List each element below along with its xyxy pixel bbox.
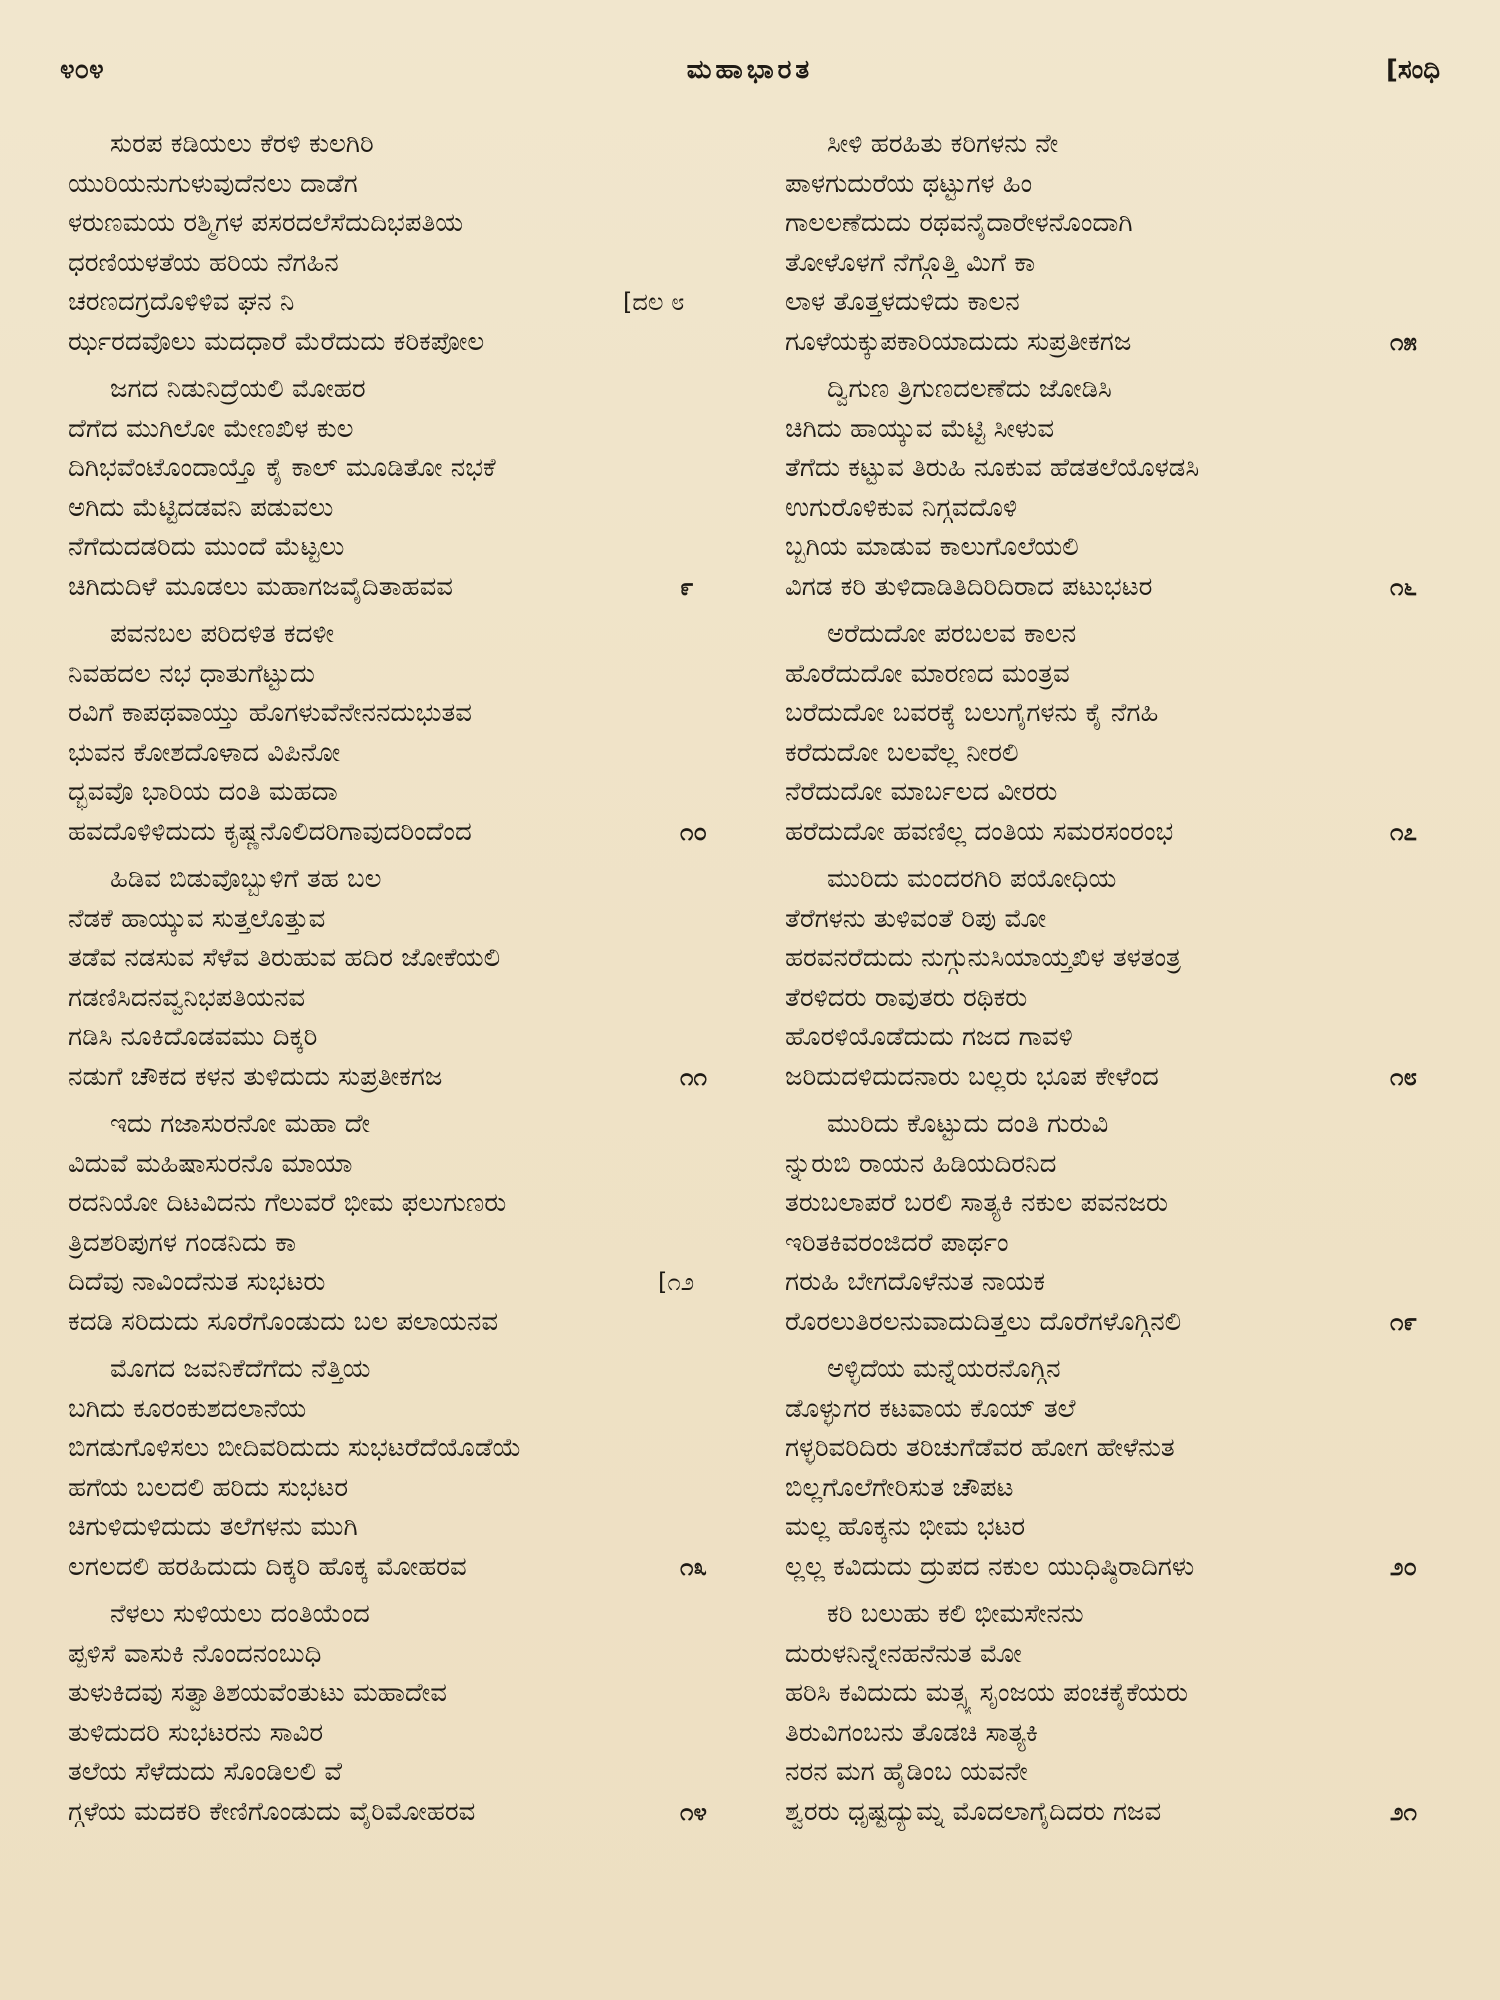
verse-line: ನೆಗೆದುದಡರಿದು ಮುಂದೆ ಮೆಟ್ಟಲು bbox=[68, 532, 345, 562]
verse-line: ಗಳ್ಳರಿವರಿದಿರು ತರಿಚುಗೆಡೆವರ ಹೋಗ ಹೇಳೆನುತ bbox=[785, 1433, 1175, 1463]
verse-line: ಜಗದ ನಿಡುನಿದ್ರೆಯಲಿ ಮೋಹರ bbox=[110, 374, 366, 404]
verse-line: ಅಗಿದು ಮೆಟ್ಟಿದಡವನಿ ಪಡುವಲು bbox=[68, 492, 334, 523]
stanza-number: ೨೧ bbox=[1390, 1797, 1417, 1826]
verse-line: ಚಿಗಿದುದಿಳೆ ಮೂಡಲು ಮಹಾಗಜವೈದಿತಾಹವವ bbox=[68, 571, 453, 602]
verse-line: ಗಡಣಿಸಿದನವ್ವನಿಭಪತಿಯನವ bbox=[68, 982, 306, 1013]
verse-line: ಹಿಡಿವ ಬಿಡುವೊಬ್ಬುಳಿಗೆ ತಹ ಬಲ bbox=[110, 864, 382, 894]
verse-line: ದುರುಳನಿನ್ನೇನಹನೆನುತ ಮೋ bbox=[785, 1638, 1022, 1669]
verse-line: ನೆಳಲು ಸುಳಿಯಲು ದಂತಿಯೆಂದ bbox=[110, 1599, 370, 1629]
verse-line: ದಿಗಿಭವೆಂಟೊಂದಾಯ್ತೊ ಕೈ ಕಾಲ್ ಮೂಡಿತೋ ನಭಕೆ bbox=[68, 453, 496, 483]
verse-line: ನೆಡಕೆ ಹಾಯ್ಕುವ ಸುತ್ತಲೊತ್ತುವ bbox=[68, 903, 326, 934]
margin-note: [೧೨ bbox=[658, 1268, 695, 1296]
stanza bbox=[68, 1350, 758, 1587]
verse-line: ಲ್ಲಲ್ಲ ಕವಿದುದು ದ್ರುಪದ ನಕುಲ ಯುಧಿಷ್ಠಿರಾದಿಗಳು bbox=[785, 1551, 1195, 1582]
stanza bbox=[785, 615, 1475, 852]
book-title: ಮಹಾಭಾರತ bbox=[686, 55, 814, 85]
verse-line: ರದನಿಯೋ ದಿಟವಿದನು ಗೆಲುವರೆ ಭೀಮ ಫಲುಗುಣರು bbox=[68, 1188, 507, 1218]
verse-line: ಹೊರಳಿಯೊಡೆದುದು ಗಜದ ಗಾವಳಿ bbox=[785, 1022, 1073, 1052]
stanza bbox=[68, 860, 758, 1097]
verse-line: ತ್ರಿದಶರಿಪುಗಳ ಗಂಡನಿದು ಕಾ bbox=[68, 1227, 297, 1258]
verse-line: ಗಡಿಸಿ ನೂಕಿದೊಡವಮು ದಿಕ್ಕರಿ bbox=[68, 1022, 318, 1052]
verse-line: ಕರೆದುದೋ ಬಲವೆಲ್ಲ ನೀರಲಿ bbox=[785, 737, 1019, 768]
verse-line: ತುಳಿದುದರಿ ಸುಭಟರನು ಸಾವಿರ bbox=[68, 1717, 324, 1748]
verse-line: ತೆಗೆದು ಕಟ್ಟುವ ತಿರುಹಿ ನೂಕುವ ಹೆಡತಲೆಯೊಳಡಸಿ bbox=[785, 453, 1200, 483]
verse-line: ಭುವನ ಕೋಶದೊಳಾದ ವಿಪಿನೋ bbox=[68, 737, 341, 768]
verse-line: ಕರಿ ಬಲುಹು ಕಲಿ ಭೀಮಸೇನನು bbox=[827, 1599, 1084, 1629]
stanza bbox=[785, 125, 1475, 362]
verse-line: ದೆಗೆದ ಮುಗಿಲೋ ಮೇಣಖಿಳ ಕುಲ bbox=[68, 413, 354, 444]
verse-line: ಗಾಲಲಣೆದುದು ರಥವನೈದಾರೇಳನೊಂದಾಗಿ bbox=[785, 208, 1133, 238]
verse-line: ತೆರೆಗಳನು ತುಳಿವಂತೆ ರಿಪು ಮೋ bbox=[785, 903, 1047, 934]
verse-line: ಹವದೊಳಿಳಿದುದು ಕೃಷ್ಣನೊಲಿದರಿಗಾವುದರಿಂದೆಂದ bbox=[68, 816, 472, 847]
stanza bbox=[68, 125, 758, 362]
stanza bbox=[68, 1105, 758, 1342]
verse-line: ಹರೆದುದೋ ಹವಣಿಲ್ಲ ದಂತಿಯ ಸಮರಸಂರಂಭ bbox=[785, 816, 1174, 847]
page-header bbox=[60, 55, 1440, 95]
verse-line: ಗರುಹಿ ಬೇಗದೊಳೆನುತ ನಾಯಕ bbox=[785, 1267, 1046, 1297]
stanza-number: ೧೯ bbox=[1390, 1307, 1417, 1336]
verse-line: ಲಾಳ ತೊತ್ತಳದುಳಿದು ಕಾಲನ bbox=[785, 287, 1020, 317]
verse-line: ಇದು ಗಜಾಸುರನೋ ಮಹಾ ದೇ bbox=[110, 1109, 371, 1139]
section-label: [ಸಂಧಿ bbox=[1385, 55, 1440, 85]
verse-line: ಚಿಗಿದು ಹಾಯ್ಕುವ ಮೆಟ್ಟಿ ಸೀಳುವ bbox=[785, 413, 1055, 444]
verse-line: ಹರಿಸಿ ಕವಿದುದು ಮತ್ಸ್ಯ ಸೃಂಜಯ ಪಂಚಕೈಕೆಯರು bbox=[785, 1678, 1188, 1708]
verse-line: ಶ್ವರರು ಧೃಷ್ಟದ್ಯುಮ್ನ ಮೊದಲಾಗೈದಿದರು ಗಜವ bbox=[785, 1796, 1162, 1827]
verse-line: ಉಗುರೊಳಿಕುವ ನಿಗ್ಗವದೊಳಿ bbox=[785, 492, 1018, 523]
verse-line: ತಿರುವಿಗಂಬನು ತೊಡಚಿ ಸಾತ್ಯಕಿ bbox=[785, 1717, 1038, 1748]
left-column bbox=[68, 125, 758, 1840]
stanza bbox=[785, 1595, 1475, 1832]
verse-line: ಬಿಲ್ಲಗೊಲೆಗೇರಿಸುತ ಚೌಪಟ bbox=[785, 1472, 1014, 1503]
stanza bbox=[785, 1105, 1475, 1342]
stanza bbox=[785, 1350, 1475, 1587]
verse-line: ತೋಳೊಳಗೆ ನೆಗ್ಗೊತ್ತಿ ಮಿಗೆ ಕಾ bbox=[785, 247, 1036, 278]
stanza-number: ೨೦ bbox=[1390, 1552, 1417, 1581]
verse-line: ಪಾಳಗುದುರೆಯ ಥಟ್ಟುಗಳ ಹಿಂ bbox=[785, 168, 1033, 199]
verse-line: ಚರಣದಗ್ರದೊಳಿಳಿವ ಘನ ನಿ bbox=[68, 287, 295, 317]
verse-line: ಯುರಿಯನುಗುಳುವುದೆನಲು ದಾಡೆಗ bbox=[68, 168, 358, 199]
verse-line: ಬಿಗಡುಗೊಳಿಸಲು ಬೀದಿವರಿದುದು ಸುಭಟರೆದೆಯೊಡೆಯೆ bbox=[68, 1433, 522, 1463]
verse-line: ದ್ವಿಗುಣ ತ್ರಿಗುಣದಲಣೆದು ಜೋಡಿಸಿ bbox=[827, 374, 1112, 404]
verse-line: ದಿದೆವು ನಾವಿಂದೆನುತ ಸುಭಟರು bbox=[68, 1267, 326, 1297]
stanza-number: ೧೦ bbox=[680, 817, 707, 846]
verse-line: ನಿವಹದಲ ನಭ ಧಾತುಗೆಟ್ಟುದು bbox=[68, 658, 315, 689]
verse-line: ಬಗಿದು ಕೂರಂಕುಶದಲಾನೆಯ bbox=[68, 1393, 307, 1424]
page-number: ೪೦೪ bbox=[60, 55, 104, 85]
verse-line: ಅರೆದುದೋ ಪರಬಲವ ಕಾಲನ bbox=[827, 619, 1077, 649]
verse-line: ನೆರೆದುದೋ ಮಾರ್ಬಲದ ವೀರರು bbox=[785, 777, 1058, 807]
verse-line: ಗ್ಗಳೆಯ ಮದಕರಿ ಕೇಣಿಗೊಂಡುದು ವೈರಿಮೋಹರವ bbox=[68, 1796, 476, 1827]
verse-line: ಮೊಗದ ಜವನಿಕೆದೆಗೆದು ನೆತ್ತಿಯ bbox=[110, 1354, 371, 1384]
verse-line: ಜರಿದುದಳಿದುದನಾರು ಬಲ್ಲರು ಭೂಪ ಕೇಳೆಂದ bbox=[785, 1061, 1159, 1092]
verse-line: ಧರಣಿಯಳತೆಯ ಹರಿಯ ನೆಗಹಿನ bbox=[68, 247, 339, 278]
stanza-number: ೧೫ bbox=[1390, 327, 1417, 356]
verse-line: ತರುಬಲಾಪರೆ ಬರಲಿ ಸಾತ್ಯಕಿ ನಕುಲ ಪವನಜರು bbox=[785, 1188, 1168, 1218]
verse-line: ಡೊಳ್ಳುಗರ ಕಟವಾಯ ಕೊಯ್ ತಲೆ bbox=[785, 1393, 1076, 1424]
verse-line: ಸುರಪ ಕಡಿಯಲು ಕೆರಳಿ ಕುಲಗಿರಿ bbox=[110, 129, 374, 159]
verse-line: ರ್ಝರದವೊಲು ಮದಧಾರೆ ಮೆರೆದುದು ಕರಿಕಪೋಲ bbox=[68, 326, 485, 357]
verse-line: ಚಿಗುಳಿದುಳಿದುದು ತಲೆಗಳನು ಮುಗಿ bbox=[68, 1512, 358, 1542]
right-column bbox=[785, 125, 1475, 1840]
stanza-number: ೧೮ bbox=[1390, 1062, 1417, 1091]
stanza bbox=[68, 615, 758, 852]
verse-line: ರೊರಲುತಿರಲನುವಾದುದಿತ್ತಲು ದೊರೆಗಳೊಗ್ಗಿನಲಿ bbox=[785, 1306, 1182, 1337]
verse-line: ಲಗಲದಲಿ ಹರಹಿದುದು ದಿಕ್ಕರಿ ಹೊಕ್ಕ ಮೋಹರವ bbox=[68, 1551, 467, 1582]
verse-line: ರವಿಗೆ ಕಾಪಥವಾಯ್ತು ಹೊಗಳುವೆನೇನನದುಭುತವ bbox=[68, 698, 472, 728]
verse-line: ಗೂಳೆಯಕ್ಕುಪಕಾರಿಯಾದುದು ಸುಪ್ರತೀಕಗಜ bbox=[785, 326, 1132, 357]
verse-line: ಪವನಬಲ ಪರಿದಳಿತ ಕದಳೀ bbox=[110, 619, 335, 649]
verse-line: ನ್ನುರುಬಿ ರಾಯನ ಹಿಡಿಯದಿರನಿದ bbox=[785, 1148, 1057, 1179]
verse-line: ಅಳ್ಳಿದೆಯ ಮನ್ನೆಯರನೊಗ್ಗಿನ bbox=[827, 1354, 1061, 1384]
verse-line: ನಡುಗೆ ಚೌಕದ ಕಳನ ತುಳಿದುದು ಸುಪ್ರತೀಕಗಜ bbox=[68, 1061, 443, 1092]
verse-line: ಇರಿತಕಿವರಂಜಿದರೆ ಪಾರ್ಥಂ bbox=[785, 1227, 1009, 1258]
verse-line: ಪ್ಪಳಿಸೆ ವಾಸುಕಿ ನೊಂದನಂಬುಧಿ bbox=[68, 1638, 322, 1669]
stanza-number: ೯ bbox=[680, 572, 694, 601]
verse-line: ಮುರಿದು ಮಂದರಗಿರಿ ಪಯೋಧಿಯ bbox=[827, 864, 1117, 894]
stanza bbox=[785, 370, 1475, 607]
stanza bbox=[68, 370, 758, 607]
verse-line: ತಡೆವ ನಡಸುವ ಸೆಳೆವ ತಿರುಹುವ ಹದಿರ ಜೋಕೆಯಲಿ bbox=[68, 943, 501, 973]
verse-line: ಮಲ್ಲ ಹೊಕ್ಕನು ಭೀಮ ಭಟರ bbox=[785, 1512, 1026, 1542]
verse-line: ಮುರಿದು ಕೊಟ್ಟುದು ದಂತಿ ಗುರುವಿ bbox=[827, 1109, 1109, 1139]
verse-line: ತುಳುಕಿದವು ಸತ್ವಾತಿಶಯವೆಂತುಟು ಮಹಾದೇವ bbox=[68, 1678, 447, 1708]
verse-line: ಬರೆದುದೋ ಬವರಕ್ಕೆ ಬಲುಗೈಗಳನು ಕೈ ನೆಗಹಿ bbox=[785, 698, 1159, 728]
verse-line: ಬ್ಬಗಿಯ ಮಾಡುವ ಕಾಲುಗೊಲೆಯಲಿ bbox=[785, 532, 1079, 562]
stanza bbox=[68, 1595, 758, 1832]
verse-line: ಳರುಣಮಯ ರಶ್ಮಿಗಳ ಪಸರದಲೆಸೆದುದಿಭಪತಿಯ bbox=[68, 208, 464, 238]
stanza-number: ೧೧ bbox=[680, 1062, 707, 1091]
stanza bbox=[785, 860, 1475, 1097]
verse-line: ಸೀಳಿ ಹರಹಿತು ಕರಿಗಳನು ನೇ bbox=[827, 129, 1059, 159]
margin-note: [ದಲ ೮ bbox=[623, 288, 685, 316]
verse-line: ನರನ ಮಗ ಹೈಡಿಂಬ ಯವನೇ bbox=[785, 1757, 1028, 1787]
verse-line: ವಿದುವೆ ಮಹಿಷಾಸುರನೊ ಮಾಯಾ bbox=[68, 1148, 353, 1179]
stanza-number: ೧೭ bbox=[1390, 817, 1417, 846]
stanza-number: ೧೬ bbox=[1390, 572, 1417, 601]
stanza-number: ೧೩ bbox=[680, 1552, 707, 1581]
verse-line: ಹರವನರೆದುದು ನುಗ್ಗುನುಸಿಯಾಯ್ತಖಿಳ ತಳತಂತ್ರ bbox=[785, 943, 1181, 973]
verse-line: ದ್ಭವವೊ ಭಾರಿಯ ದಂತಿ ಮಹದಾ bbox=[68, 777, 338, 807]
verse-line: ವಿಗಡ ಕರಿ ತುಳಿದಾಡಿತಿದಿರಿದಿರಾದ ಪಟುಭಟರ bbox=[785, 571, 1153, 602]
verse-line: ತಲೆಯ ಸೆಳೆದುದು ಸೊಂಡಿಲಲಿ ವೆ bbox=[68, 1757, 343, 1787]
verse-line: ಹಗೆಯ ಬಲದಲಿ ಹರಿದು ಸುಭಟರ bbox=[68, 1472, 349, 1503]
stanza-number: ೧೪ bbox=[680, 1797, 707, 1826]
verse-line: ಕದಡಿ ಸರಿದುದು ಸೂರೆಗೊಂಡುದು ಬಲ ಪಲಾಯನವ bbox=[68, 1306, 499, 1337]
verse-line: ತೆರಳಿದರು ರಾವುತರು ರಥಿಕರು bbox=[785, 982, 1028, 1013]
verse-line: ಹೊರೆದುದೋ ಮಾರಣದ ಮಂತ್ರವ bbox=[785, 658, 1070, 689]
